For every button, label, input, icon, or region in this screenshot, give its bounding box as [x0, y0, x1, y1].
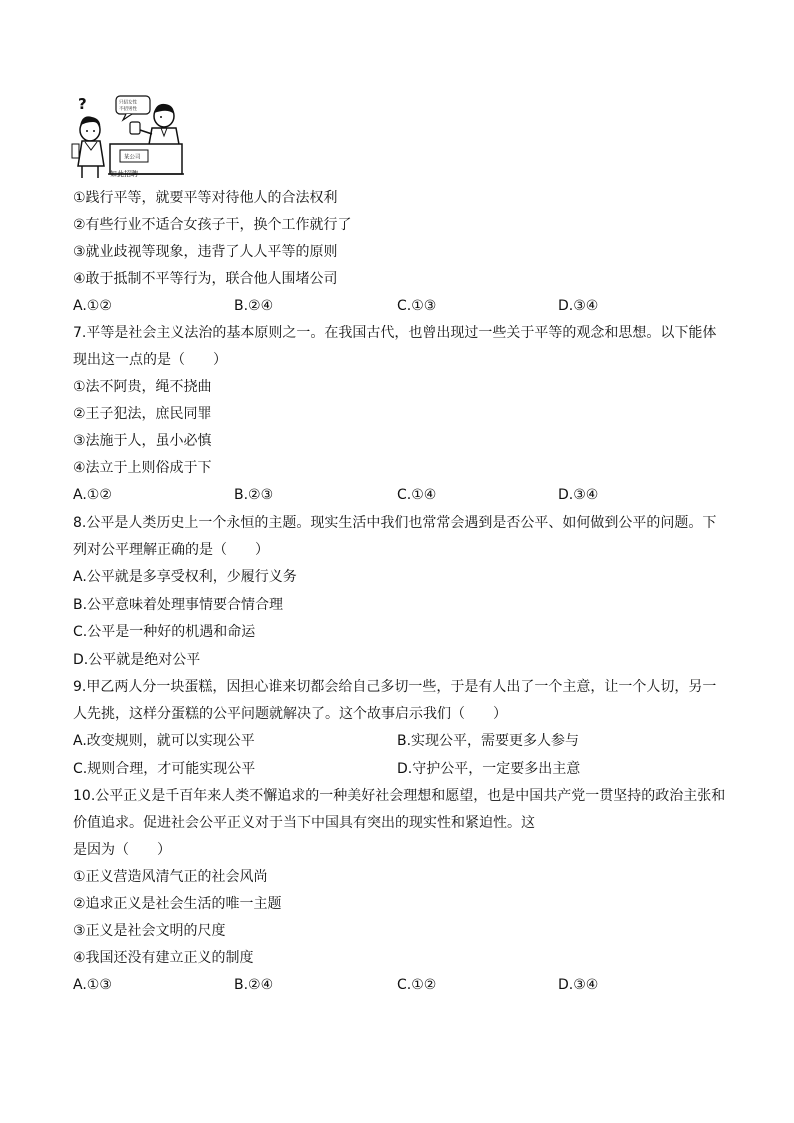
q8-option-a[interactable]: A.公平就是多享受权利，少履行义务	[73, 569, 297, 585]
q9-option-d[interactable]: D.守护公平，一定要多出主意	[397, 761, 581, 777]
q8-stem-line-2: 列对公平理解正确的是（ ）	[73, 542, 269, 558]
q9-option-c[interactable]: C.规则合理，才可能实现公平	[73, 761, 256, 777]
svg-text:不招男性: 不招男性	[119, 107, 137, 112]
q6-option-b[interactable]: B.②④	[234, 298, 274, 314]
q7-item-1: ①法不阿贵，绳不挠曲	[73, 379, 212, 395]
q8-stem-line-1: 8.公平是人类历史上一个永恒的主题。现实生活中我们也常常会遇到是否公平、如何做到公平的问题。下	[73, 515, 717, 531]
q10-option-a[interactable]: A.①③	[73, 977, 112, 993]
image-caption: 如此招聘	[110, 170, 138, 178]
q10-stem-line-1: 10.公平正义是千百年来人类不懈追求的一种美好社会理想和愿望，也是中国共产党一贯坚持的政治主张和	[73, 788, 726, 804]
q10-stem-line-2: 价值追求。促进社会公平正义对于当下中国具有突出的现实性和紧迫性。这	[73, 815, 535, 831]
svg-text:只招女性: 只招女性	[119, 100, 137, 106]
q10-item-4: ④我国还没有建立正义的制度	[73, 950, 254, 966]
q6-option-d[interactable]: D.③④	[558, 298, 599, 314]
q10-stem-line-3: 是因为（ ）	[73, 842, 171, 858]
q7-stem-line-2: 现出这一点的是（ ）	[73, 352, 227, 368]
svg-text:?: ?	[78, 95, 87, 113]
q7-option-c[interactable]: C.①④	[397, 487, 437, 503]
q9-stem-line-2: 人先挑，这样分蛋糕的公平问题就解决了。这个故事启示我们（ ）	[73, 706, 507, 722]
q7-option-a[interactable]: A.①②	[73, 487, 112, 503]
q6-option-c[interactable]: C.①③	[397, 298, 437, 314]
q7-item-4: ④法立于上则俗成于下	[73, 460, 212, 476]
q9-option-b[interactable]: B.实现公平，需要更多人参与	[397, 733, 580, 749]
q9-option-a[interactable]: A.改变规则，就可以实现公平	[73, 733, 255, 749]
q6-option-a[interactable]: A.①②	[73, 298, 112, 314]
q7-item-2: ②王子犯法，庶民同罪	[73, 406, 212, 422]
q6-item-1: ①践行平等，就要平等对待他人的合法权利	[73, 190, 338, 206]
q10-option-c[interactable]: C.①②	[397, 977, 437, 993]
q10-item-2: ②追求正义是社会生活的唯一主题	[73, 896, 282, 912]
q7-stem-line-1: 7.平等是社会主义法治的基本原则之一。在我国古代，也曾出现过一些关于平等的观念和思想。以下能体	[73, 325, 717, 341]
q7-option-b[interactable]: B.②③	[234, 487, 274, 503]
q10-item-1: ①正义营造风清气正的社会风尚	[73, 869, 268, 885]
q8-option-d[interactable]: D.公平就是绝对公平	[73, 652, 201, 668]
q6-item-3: ③就业歧视等现象，违背了人人平等的原则	[73, 244, 338, 260]
q8-option-c[interactable]: C.公平是一种好的机遇和命运	[73, 624, 256, 640]
q9-stem-line-1: 9.甲乙两人分一块蛋糕，因担心谁来切都会给自己多切一些，于是有人出了一个主意，让一个人切，另一	[73, 679, 717, 695]
q6-item-2: ②有些行业不适合女孩子干，换个工作就行了	[73, 217, 352, 233]
q6-item-4: ④敢于抵制不平等行为，联合他人围堵公司	[73, 271, 338, 287]
q10-option-b[interactable]: B.②④	[234, 977, 274, 993]
q10-option-d[interactable]: D.③④	[558, 977, 599, 993]
svg-text:某公司: 某公司	[124, 154, 141, 161]
q10-item-3: ③正义是社会文明的尺度	[73, 923, 226, 939]
q7-item-3: ③法施于人，虽小必慎	[73, 433, 212, 449]
q7-option-d[interactable]: D.③④	[558, 487, 599, 503]
q8-option-b[interactable]: B.公平意味着处理事情要合情合理	[73, 597, 284, 613]
